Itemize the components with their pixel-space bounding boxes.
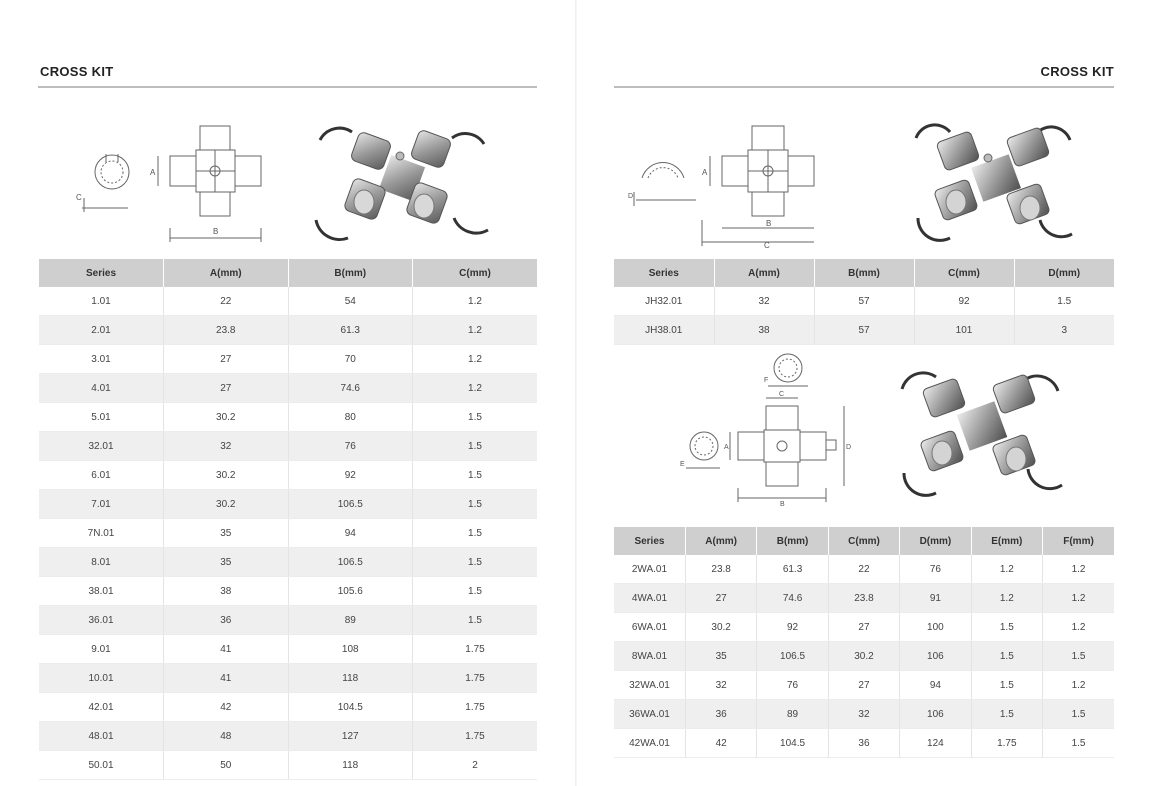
table-cell: 61.3 bbox=[757, 555, 828, 584]
table-cell: 38 bbox=[714, 316, 814, 345]
table-cell: 54 bbox=[288, 287, 413, 316]
column-header: C(mm) bbox=[413, 259, 538, 287]
table-cell: 41 bbox=[164, 664, 289, 693]
table-cell: 1.01 bbox=[39, 287, 164, 316]
table-cell: 1.2 bbox=[413, 374, 538, 403]
table-cell: 42 bbox=[164, 693, 289, 722]
table-cell: 2 bbox=[413, 751, 538, 780]
column-header: E(mm) bbox=[971, 527, 1042, 555]
table-cell: 74.6 bbox=[288, 374, 413, 403]
table-cell: 23.8 bbox=[828, 584, 899, 613]
table-row bbox=[39, 751, 537, 780]
table-cell: 30.2 bbox=[164, 403, 289, 432]
table-cell: 76 bbox=[900, 555, 971, 584]
table-cell: 22 bbox=[828, 555, 899, 584]
column-header: Series bbox=[614, 259, 714, 287]
cross-kit-technical-drawing bbox=[70, 120, 280, 245]
table-cell: 1.5 bbox=[1014, 287, 1114, 316]
table-cell: 1.75 bbox=[413, 693, 538, 722]
wa-dim-label-c: C bbox=[779, 391, 785, 398]
wa-dim-label-a: A bbox=[724, 444, 729, 451]
table-cell: 94 bbox=[900, 671, 971, 700]
table-cell: 50 bbox=[164, 751, 289, 780]
table-cell: 57 bbox=[814, 316, 914, 345]
column-header: B(mm) bbox=[757, 527, 828, 555]
table-row bbox=[614, 729, 1114, 758]
table-cell: 89 bbox=[288, 606, 413, 635]
table-cell: 30.2 bbox=[685, 613, 756, 642]
table-cell: 127 bbox=[288, 722, 413, 751]
table-cell: 35 bbox=[685, 642, 756, 671]
table-cell: 27 bbox=[828, 671, 899, 700]
wa-technical-drawing bbox=[676, 350, 856, 510]
table-cell: 1.5 bbox=[413, 432, 538, 461]
table-cell: 1.2 bbox=[413, 345, 538, 374]
table-row bbox=[614, 287, 1114, 316]
table-cell: 104.5 bbox=[288, 693, 413, 722]
table-row bbox=[39, 287, 537, 316]
table-cell: 57 bbox=[814, 287, 914, 316]
column-header: F(mm) bbox=[1043, 527, 1114, 555]
table-cell: 5.01 bbox=[39, 403, 164, 432]
wa-dim-label-f: F bbox=[764, 377, 769, 384]
table-cell: 118 bbox=[288, 664, 413, 693]
table-cell: 3 bbox=[1014, 316, 1114, 345]
table-row bbox=[39, 432, 537, 461]
table-cell: 6WA.01 bbox=[614, 613, 685, 642]
dim-label-a: A bbox=[150, 168, 156, 177]
table-row bbox=[39, 635, 537, 664]
table-cell: 30.2 bbox=[828, 642, 899, 671]
table-cell: 41 bbox=[164, 635, 289, 664]
table-row bbox=[39, 403, 537, 432]
left-page-title: CROSS KIT bbox=[40, 64, 114, 79]
table-cell: 36 bbox=[828, 729, 899, 758]
table-cell: 1.75 bbox=[971, 729, 1042, 758]
table-cell: 108 bbox=[288, 635, 413, 664]
table-cell: 1.2 bbox=[413, 287, 538, 316]
wa-product-photo bbox=[896, 365, 1071, 500]
table-row bbox=[614, 671, 1114, 700]
table-cell: 36 bbox=[685, 700, 756, 729]
table-row bbox=[614, 642, 1114, 671]
table-header-row bbox=[614, 259, 1114, 287]
table-cell: 89 bbox=[757, 700, 828, 729]
table-cell: 106.5 bbox=[757, 642, 828, 671]
table-cell: 32.01 bbox=[39, 432, 164, 461]
table-cell: 23.8 bbox=[164, 316, 289, 345]
table-cell: 1.5 bbox=[971, 642, 1042, 671]
table-cell: 48.01 bbox=[39, 722, 164, 751]
table-row bbox=[39, 374, 537, 403]
table-cell: 1.5 bbox=[413, 403, 538, 432]
left-spec-table bbox=[39, 259, 537, 780]
jh-spec-table bbox=[614, 259, 1114, 345]
left-title-rule bbox=[38, 86, 537, 88]
column-header: D(mm) bbox=[900, 527, 971, 555]
table-cell: 30.2 bbox=[164, 490, 289, 519]
table-cell: 36WA.01 bbox=[614, 700, 685, 729]
column-header: B(mm) bbox=[814, 259, 914, 287]
column-header: Series bbox=[614, 527, 685, 555]
table-cell: 3.01 bbox=[39, 345, 164, 374]
jh-dim-label-a: A bbox=[702, 168, 708, 177]
wa-dim-label-e: E bbox=[680, 461, 685, 468]
table-cell: 1.5 bbox=[413, 519, 538, 548]
table-row bbox=[39, 548, 537, 577]
table-cell: 106 bbox=[900, 700, 971, 729]
right-page-title: CROSS KIT bbox=[1040, 64, 1114, 79]
column-header: A(mm) bbox=[164, 259, 289, 287]
table-cell: 106.5 bbox=[288, 490, 413, 519]
table-cell: 1.2 bbox=[971, 555, 1042, 584]
table-cell: 1.2 bbox=[971, 584, 1042, 613]
table-cell: 1.5 bbox=[971, 613, 1042, 642]
wa-spec-table bbox=[614, 527, 1114, 758]
table-cell: 36.01 bbox=[39, 606, 164, 635]
jh-dim-label-c: C bbox=[764, 241, 770, 250]
table-cell: 1.5 bbox=[413, 606, 538, 635]
table-cell: 104.5 bbox=[757, 729, 828, 758]
table-cell: 91 bbox=[900, 584, 971, 613]
table-cell: 1.75 bbox=[413, 664, 538, 693]
table-row bbox=[39, 606, 537, 635]
table-row bbox=[614, 555, 1114, 584]
right-title-rule bbox=[614, 86, 1114, 88]
table-cell: 1.75 bbox=[413, 722, 538, 751]
table-cell: 7N.01 bbox=[39, 519, 164, 548]
dim-label-c: C bbox=[76, 193, 82, 202]
table-cell: 42 bbox=[685, 729, 756, 758]
table-row bbox=[39, 577, 537, 606]
table-cell: 8.01 bbox=[39, 548, 164, 577]
table-cell: 1.2 bbox=[1043, 555, 1114, 584]
table-cell: 27 bbox=[164, 345, 289, 374]
table-cell: 1.2 bbox=[1043, 671, 1114, 700]
cross-kit-product-photo bbox=[302, 120, 502, 245]
table-row bbox=[614, 613, 1114, 642]
jh-product-photo bbox=[906, 120, 1086, 245]
table-cell: 4.01 bbox=[39, 374, 164, 403]
table-cell: 1.5 bbox=[413, 577, 538, 606]
table-row bbox=[39, 316, 537, 345]
table-cell: 48 bbox=[164, 722, 289, 751]
column-header: A(mm) bbox=[685, 527, 756, 555]
table-cell: 32 bbox=[714, 287, 814, 316]
table-row bbox=[614, 316, 1114, 345]
table-cell: 2.01 bbox=[39, 316, 164, 345]
table-cell: 27 bbox=[828, 613, 899, 642]
table-row bbox=[39, 461, 537, 490]
table-cell: 32 bbox=[164, 432, 289, 461]
wa-dim-label-b: B bbox=[780, 501, 785, 508]
table-cell: 38.01 bbox=[39, 577, 164, 606]
table-cell: 1.5 bbox=[1043, 642, 1114, 671]
table-cell: 101 bbox=[914, 316, 1014, 345]
table-cell: 35 bbox=[164, 548, 289, 577]
jh-dim-label-d: D bbox=[628, 193, 634, 200]
table-cell: JH38.01 bbox=[614, 316, 714, 345]
table-header-row bbox=[614, 527, 1114, 555]
table-cell: 35 bbox=[164, 519, 289, 548]
right-page bbox=[576, 0, 1152, 786]
table-cell: 94 bbox=[288, 519, 413, 548]
table-cell: 42.01 bbox=[39, 693, 164, 722]
table-cell: 118 bbox=[288, 751, 413, 780]
table-cell: 106.5 bbox=[288, 548, 413, 577]
table-cell: 1.75 bbox=[413, 635, 538, 664]
jh-dim-label-b: B bbox=[766, 219, 772, 228]
table-row bbox=[39, 722, 537, 751]
table-header-row bbox=[39, 259, 537, 287]
table-cell: 30.2 bbox=[164, 461, 289, 490]
table-cell: 2WA.01 bbox=[614, 555, 685, 584]
table-cell: 105.6 bbox=[288, 577, 413, 606]
table-cell: 124 bbox=[900, 729, 971, 758]
table-cell: 7.01 bbox=[39, 490, 164, 519]
table-row bbox=[39, 345, 537, 374]
table-cell: 92 bbox=[288, 461, 413, 490]
column-header: A(mm) bbox=[714, 259, 814, 287]
table-cell: 4WA.01 bbox=[614, 584, 685, 613]
table-cell: 38 bbox=[164, 577, 289, 606]
table-cell: 22 bbox=[164, 287, 289, 316]
table-cell: 23.8 bbox=[685, 555, 756, 584]
column-header: B(mm) bbox=[288, 259, 413, 287]
wa-dim-label-d: D bbox=[846, 444, 852, 451]
table-cell: JH32.01 bbox=[614, 287, 714, 316]
table-cell: 32WA.01 bbox=[614, 671, 685, 700]
table-cell: 32 bbox=[828, 700, 899, 729]
table-row bbox=[39, 664, 537, 693]
table-cell: 27 bbox=[685, 584, 756, 613]
table-cell: 9.01 bbox=[39, 635, 164, 664]
column-header: D(mm) bbox=[1014, 259, 1114, 287]
jh-technical-drawing bbox=[626, 120, 846, 250]
table-cell: 100 bbox=[900, 613, 971, 642]
table-cell: 50.01 bbox=[39, 751, 164, 780]
table-cell: 92 bbox=[757, 613, 828, 642]
table-cell: 6.01 bbox=[39, 461, 164, 490]
table-cell: 1.2 bbox=[1043, 613, 1114, 642]
table-cell: 76 bbox=[288, 432, 413, 461]
table-cell: 1.5 bbox=[1043, 700, 1114, 729]
table-cell: 1.5 bbox=[971, 671, 1042, 700]
table-cell: 10.01 bbox=[39, 664, 164, 693]
table-cell: 42WA.01 bbox=[614, 729, 685, 758]
table-cell: 74.6 bbox=[757, 584, 828, 613]
table-cell: 61.3 bbox=[288, 316, 413, 345]
table-cell: 1.5 bbox=[971, 700, 1042, 729]
table-cell: 1.5 bbox=[413, 490, 538, 519]
table-cell: 76 bbox=[757, 671, 828, 700]
table-cell: 106 bbox=[900, 642, 971, 671]
table-row bbox=[39, 490, 537, 519]
table-cell: 1.5 bbox=[413, 548, 538, 577]
table-row bbox=[39, 519, 537, 548]
column-header: C(mm) bbox=[828, 527, 899, 555]
table-cell: 1.5 bbox=[413, 461, 538, 490]
table-row bbox=[39, 693, 537, 722]
dim-label-b: B bbox=[213, 227, 219, 236]
column-header: C(mm) bbox=[914, 259, 1014, 287]
table-cell: 1.2 bbox=[413, 316, 538, 345]
table-cell: 32 bbox=[685, 671, 756, 700]
table-cell: 1.2 bbox=[1043, 584, 1114, 613]
table-row bbox=[614, 584, 1114, 613]
table-cell: 70 bbox=[288, 345, 413, 374]
table-cell: 80 bbox=[288, 403, 413, 432]
table-cell: 36 bbox=[164, 606, 289, 635]
table-row bbox=[614, 700, 1114, 729]
column-header: Series bbox=[39, 259, 164, 287]
table-cell: 1.5 bbox=[1043, 729, 1114, 758]
table-cell: 92 bbox=[914, 287, 1014, 316]
table-cell: 27 bbox=[164, 374, 289, 403]
table-cell: 8WA.01 bbox=[614, 642, 685, 671]
